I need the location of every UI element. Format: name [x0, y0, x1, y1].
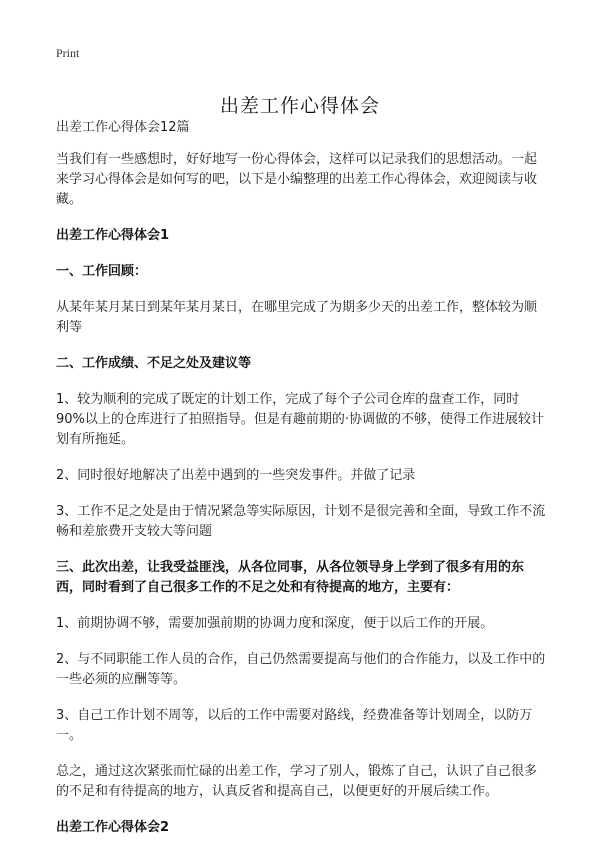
body-paragraph: 3、自己工作计划不周等，以后的工作中需要对路线，经费准备等计划周全，以防万一。 — [56, 708, 533, 743]
body-paragraph: 从某年某月某日到某年某月某日，在哪里完成了为期多少天的出差工作，整体较为顺利等 — [56, 300, 538, 335]
subtitle: 出差工作心得体会12篇 — [56, 120, 190, 135]
section-heading-2: 出差工作心得体会2 — [56, 820, 170, 835]
summary-paragraph: 总之，通过这次紧张而忙碌的出差工作，学习了别人，锻炼了自己，认识了自己很多的不足和有待提高的地方，认真反省和提高自己，以便更好的开展后续工作。 — [56, 764, 538, 799]
subheading-lessons: 三、此次出差，让我受益匪浅，从各位同事，从各位领导身上学到了很多有用的东西，同时看到了自己很多工作的不足之处和有待提高的地方，主要有： — [56, 560, 525, 595]
print-label[interactable]: Print — [56, 46, 80, 60]
body-paragraph: 3、工作不足之处是由于情况紧急等实际原因，计划不是很完善和全面，导致工作不流畅和差旅费开支较大等问题 — [56, 504, 546, 539]
body-paragraph: 2、与不同职能工作人员的合作，自己仍然需要提高与他们的合作能力，以及工作中的一些必须的应酬等等。 — [56, 652, 546, 687]
intro-paragraph: 当我们有一些感想时，好好地写一份心得体会，这样可以记录我们的思想活动。一起来学习心得体会是如何写的吧，以下是小编整理的出差工作心得体会，欢迎阅读与收藏。 — [56, 152, 538, 207]
subheading-results: 二、工作成绩、不足之处及建议等 — [56, 356, 252, 371]
section-heading-1: 出差工作心得体会1 — [56, 228, 170, 243]
body-paragraph: 2、同时很好地解决了出差中遇到的一些突发事件。并做了记录 — [56, 468, 416, 483]
subheading-review: 一、工作回顾： — [56, 264, 148, 279]
document-body — [56, 118, 546, 854]
body-paragraph: 1、前期协调不够，需要加强前期的协调力度和深度，便于以后工作的开展。 — [56, 616, 494, 631]
page-title: 出差工作心得体会 — [219, 94, 380, 117]
body-paragraph: 1、较为顺利的完成了既定的计划工作，完成了每个子公司仓库的盘查工作，同时90%以上的仓库进行了拍照指导。但是有趣前期的·协调做的不够，使得工作进展较计划有所拖延。 — [56, 392, 545, 447]
